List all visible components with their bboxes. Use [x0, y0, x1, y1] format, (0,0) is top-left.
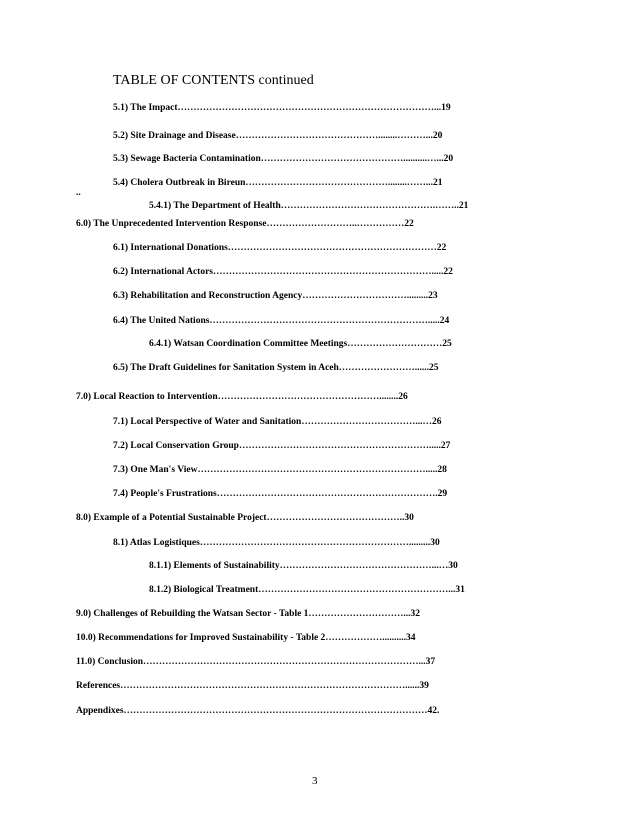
toc-entry-8-1: 8.1) Atlas Logistiques………………………………………………………….........30 — [113, 538, 440, 548]
toc-entry-references: References………………………………………………………………………………......39 — [76, 681, 429, 691]
toc-entry-8-1-2: 8.1.2) Biological Treatment……………………………………………………...31 — [149, 585, 465, 595]
toc-entry-7-2: 7.2) Local Conservation Group…………………………………………………….....27 — [113, 441, 451, 451]
toc-entry-6-2: 6.2) International Actors…………………………………………………………….....22 — [113, 267, 453, 277]
toc-entry-5-4: 5.4) Cholera Outbreak in Bireun………………………………………........……...21 — [113, 178, 443, 188]
toc-entry-7-4: 7.4) People's Frustrations…………………………………………………………….29 — [113, 489, 448, 499]
toc-entry-7-0: 7.0) Local Reaction to Intervention……………………………………………........26 — [76, 392, 408, 402]
toc-entry-6-3: 6.3) Rehabilitation and Reconstruction Agency…………………………….........23 — [113, 291, 438, 301]
toc-entry-6-1: 6.1) International Donations…………………………………………………………22 — [113, 243, 447, 253]
toc-entry-5-4-1: 5.4.1) The Department of Health………………………………………….……..21 — [149, 201, 469, 211]
toc-entry-10-0: 10.0) Recommendations for Improved Sustainability - Table 2………………..........34 — [76, 633, 416, 643]
toc-heading: TABLE OF CONTENTS continued — [113, 73, 314, 88]
toc-entry-8-0: 8.0) Example of a Potential Sustainable Project……………………………………..30 — [76, 513, 414, 523]
toc-entry-7-3: 7.3) One Man's View……………………………………………………………….....28 — [113, 465, 447, 475]
toc-entry-11-0: 11.0) Conclusion……………………………………………………………………………...37 — [76, 657, 436, 667]
toc-entry-5-1: 5.1) The Impact………………………………………………………………………...19 — [113, 103, 451, 113]
toc-entry-8-1-1: 8.1.1) Elements of Sustainability…………………………………………...…30 — [149, 561, 458, 571]
stray-mark: .. — [76, 188, 81, 198]
toc-entry-appendixes: Appendixes……………………………………………………………………………………42. — [76, 706, 440, 716]
toc-entry-6-0: 6.0) The Unprecedented Intervention Response………………………..……………22 — [76, 219, 414, 229]
toc-entry-6-5: 6.5) The Draft Guidelines for Sanitation System in Aceh……………………......25 — [113, 363, 439, 373]
toc-entry-5-2: 5.2) Site Drainage and Disease………………………………………........………...20 — [113, 131, 443, 141]
toc-entry-5-3: 5.3) Sewage Bacteria Contamination………………………………………..........…...20 — [113, 154, 454, 164]
toc-entry-6-4: 6.4) The United Nations…………………………………………………………….....24 — [113, 316, 450, 326]
page-number: 3 — [312, 775, 318, 787]
toc-entry-9-0: 9.0) Challenges of Rebuilding the Watsan Sector - Table 1…………………………...32 — [76, 609, 421, 619]
toc-entry-7-1: 7.1) Local Perspective of Water and Sanitation………………………………...…26 — [113, 417, 442, 427]
toc-entry-6-4-1: 6.4.1) Watsan Coordination Committee Meetings…………………………25 — [149, 339, 452, 349]
